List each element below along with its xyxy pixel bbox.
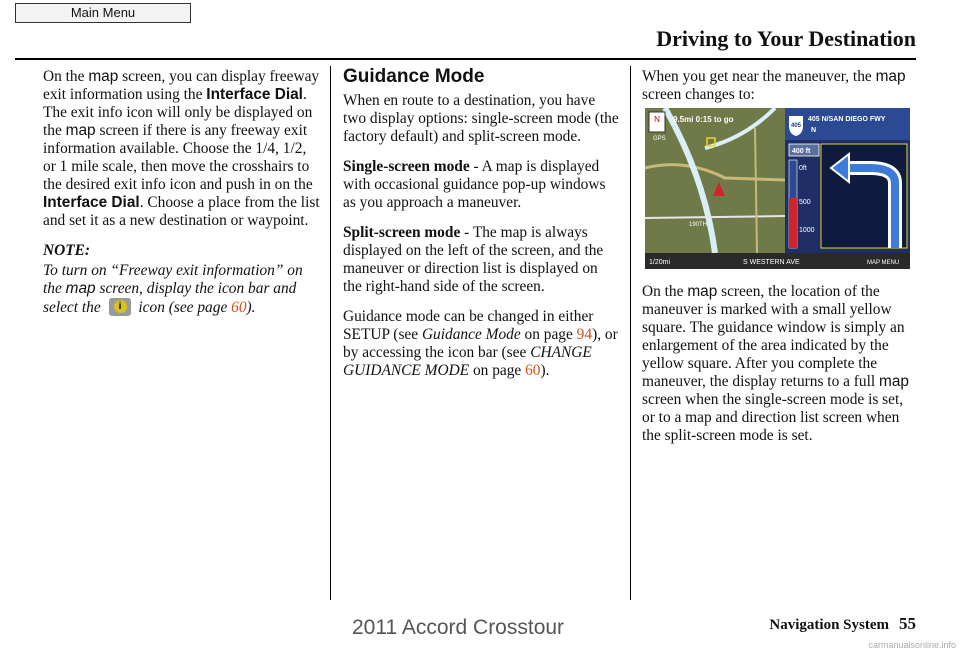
column-3 <box>642 68 918 457</box>
page-title: Driving to Your Destination <box>656 26 916 51</box>
street-label: 190TH <box>689 222 708 228</box>
scale-1000: 1000 <box>799 227 815 234</box>
guidance-change-paragraph: Guidance mode can be changed in either SETUP (see Guidance Mode on page 94), or by accessing the icon bar (see CHANGE GUIDANCE MODE on page 60). <box>343 308 618 379</box>
page-link-94[interactable]: 94 <box>576 326 593 343</box>
north-indicator: N <box>654 115 660 124</box>
route-name: 405 N/SAN DIEGO FWY <box>808 116 886 123</box>
navigation-screen-image <box>645 108 910 269</box>
header-rule <box>15 58 916 60</box>
map-menu-button: MAP MENU <box>867 260 900 266</box>
distance-time: 9.5mi 0:15 to go <box>673 115 734 124</box>
page-number: 55 <box>899 614 916 633</box>
current-street: S WESTERN AVE <box>743 259 800 266</box>
column-divider <box>330 66 331 600</box>
scale-0: 0ft <box>799 165 807 172</box>
column-divider <box>630 66 631 600</box>
split-screen-paragraph: Split-screen mode - The map is always displayed on the left of the screen, and the maneuver or direction list is displayed on the right-hand side of the screen. <box>343 224 604 295</box>
scale-500: 500 <box>799 199 811 206</box>
freeway-exit-paragraph: On the map screen, you can display freeway exit information using the Interface Dial. The exit info icon will only be displayed on the map screen if there is any freeway exit information available. Choose the 1/4, 1/2, or 1 mile scale, then move the crosshairs to the desired exit info icon and push in on the Interface Dial. Choose a place from the list and set it as a new destination or waypoint. <box>43 68 320 229</box>
freeway-shield: 405 <box>790 123 802 129</box>
guidance-mode-heading: Guidance Mode <box>343 66 485 87</box>
watermark: 2011 Accord Crosstour <box>352 616 565 639</box>
guidance-intro: When en route to a destination, you have two display options: single-screen mode (the factory default) and split-screen mode. <box>343 92 619 145</box>
column-1 <box>43 68 321 329</box>
single-screen-paragraph: Single-screen mode - A map is displayed with occasional guidance pop-up windows as you approach a maneuver. <box>343 158 606 211</box>
exit-info-icon: i <box>109 298 131 316</box>
note-label: NOTE: <box>43 242 91 259</box>
route-direction: N <box>811 127 817 134</box>
column-2 <box>343 68 619 392</box>
page-link-60[interactable]: 60 <box>525 362 541 379</box>
map-scale: 1/20mi <box>649 259 671 266</box>
page-link-60[interactable]: 60 <box>231 299 247 316</box>
main-menu-button[interactable]: Main Menu <box>15 3 191 23</box>
route-panel <box>785 108 910 140</box>
distance-to-maneuver: 400 ft <box>792 148 811 155</box>
gps-indicator: GPS <box>653 136 666 142</box>
maneuver-intro: When you get near the maneuver, the map screen changes to: <box>642 68 906 103</box>
footer-section: Navigation System 55 <box>769 614 916 633</box>
site-watermark: carmanualsonline.info <box>868 640 956 650</box>
maneuver-description: On the map screen, the location of the maneuver is marked with a small yellow square. The guidance window is simply an enlargement of the area indicated by the yellow square. After you complete the maneuver, the display returns to a full map screen when the single-screen mode is set, or to a map and direction list screen when the split-screen mode is set. <box>642 283 909 444</box>
note-text: To turn on “Freeway exit information” on the map screen, display the icon bar and select the i icon (see page 60). <box>43 262 303 316</box>
distance-bar <box>789 198 797 248</box>
